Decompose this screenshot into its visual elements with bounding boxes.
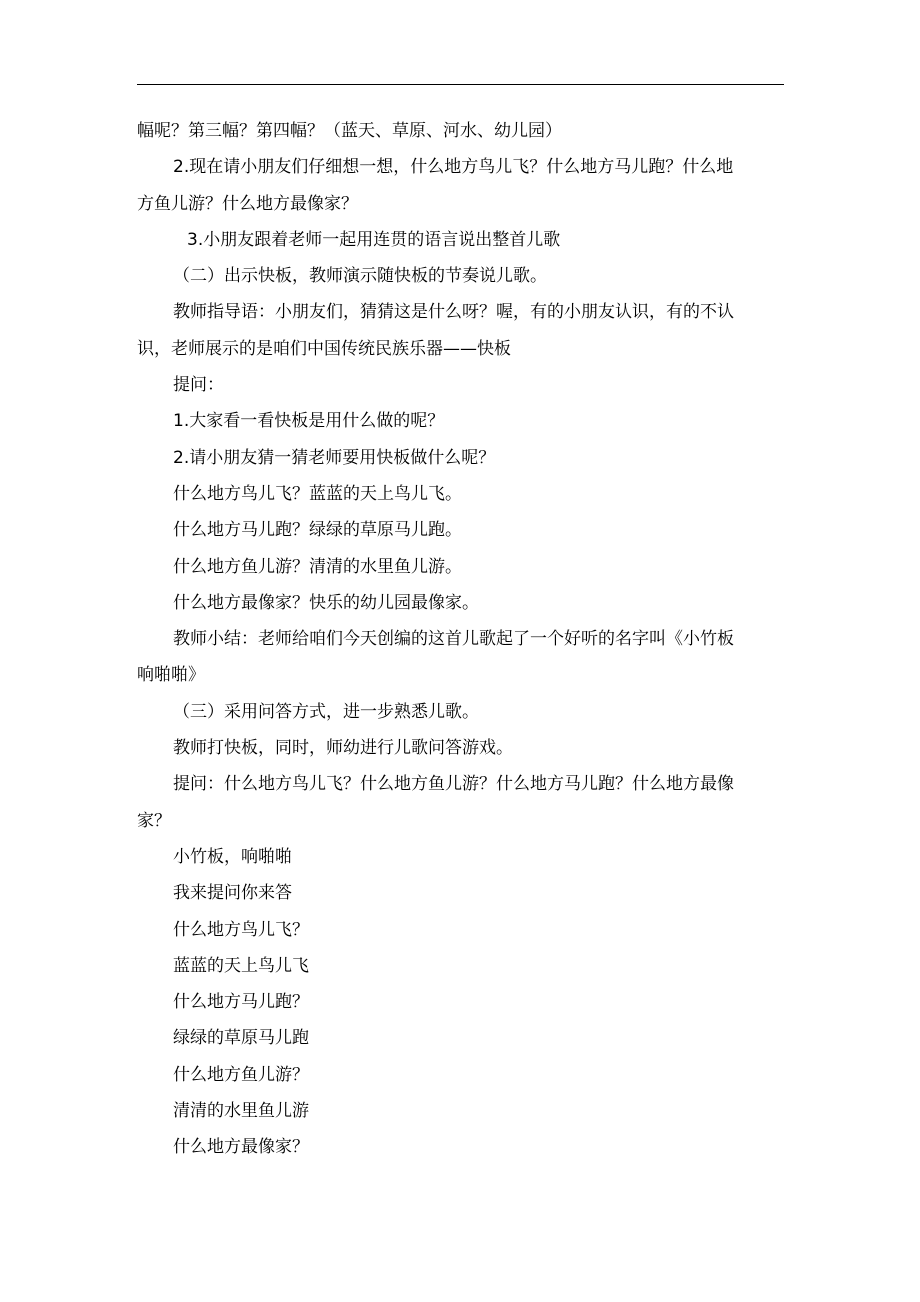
paragraph-line: 教师小结：老师给咱们今天创编的这首儿歌起了一个好听的名字叫《小竹板	[173, 629, 734, 650]
document-body	[137, 113, 787, 1166]
paragraph-line: 家？	[137, 810, 171, 831]
paragraph-line: 什么地方马儿跑？绿绿的草原马儿跑。	[173, 520, 462, 541]
paragraph-line: 教师指导语：小朋友们，猜猜这是什么呀？喔，有的小朋友认识，有的不认	[173, 302, 734, 323]
paragraph-line: 2.请小朋友猜一猜老师要用快板做什么呢？	[173, 447, 496, 468]
paragraph-line: 幅呢？第三幅？第四幅？（蓝天、草原、河水、幼儿园）	[137, 121, 562, 141]
header-rule	[137, 84, 784, 85]
paragraph-line: 什么地方鱼儿游？清清的水里鱼儿游。	[173, 556, 462, 577]
paragraph-line: 清清的水里鱼儿游	[173, 1101, 309, 1122]
paragraph-line: 响啪啪》	[137, 665, 205, 686]
paragraph-line: 提问：什么地方鸟儿飞？什么地方鱼儿游？什么地方马儿跑？什么地方最像	[173, 774, 734, 795]
paragraph-line: 2.现在请小朋友们仔细想一想，什么地方鸟儿飞？什么地方马儿跑？什么地	[173, 157, 734, 178]
paragraph-line: （二）出示快板，教师演示随快板的节奏说儿歌。	[173, 266, 547, 287]
paragraph-line: 3.小朋友跟着老师一起用连贯的语言说出整首儿歌	[187, 229, 561, 250]
paragraph-line: 什么地方鸟儿飞？蓝蓝的天上鸟儿飞。	[173, 483, 462, 504]
paragraph-line: 提问：	[173, 375, 224, 396]
paragraph-line: 1.大家看一看快板是用什么做的呢？	[173, 411, 445, 432]
paragraph-line: 识，老师展示的是咱们中国传统民族乐器——快板	[137, 338, 511, 359]
paragraph-line: 什么地方马儿跑？	[173, 992, 309, 1013]
paragraph-line: 小竹板，响啪啪	[173, 846, 292, 867]
paragraph-line: 我来提问你来答	[173, 883, 292, 904]
paragraph-line: 什么地方鱼儿游？	[173, 1064, 309, 1085]
paragraph-line: 绿绿的草原马儿跑	[173, 1028, 309, 1049]
paragraph-line: （三）采用问答方式，进一步熟悉儿歌。	[173, 701, 479, 722]
paragraph-line: 教师打快板，同时，师幼进行儿歌问答游戏。	[173, 738, 513, 759]
paragraph-line: 蓝蓝的天上鸟儿飞	[173, 955, 309, 976]
paragraph-line: 什么地方最像家？	[173, 1137, 309, 1158]
paragraph-line: 方鱼儿游？什么地方最像家？	[137, 193, 358, 214]
paragraph-line: 什么地方鸟儿飞？	[173, 919, 309, 940]
paragraph-line: 什么地方最像家？快乐的幼儿园最像家。	[173, 592, 479, 613]
